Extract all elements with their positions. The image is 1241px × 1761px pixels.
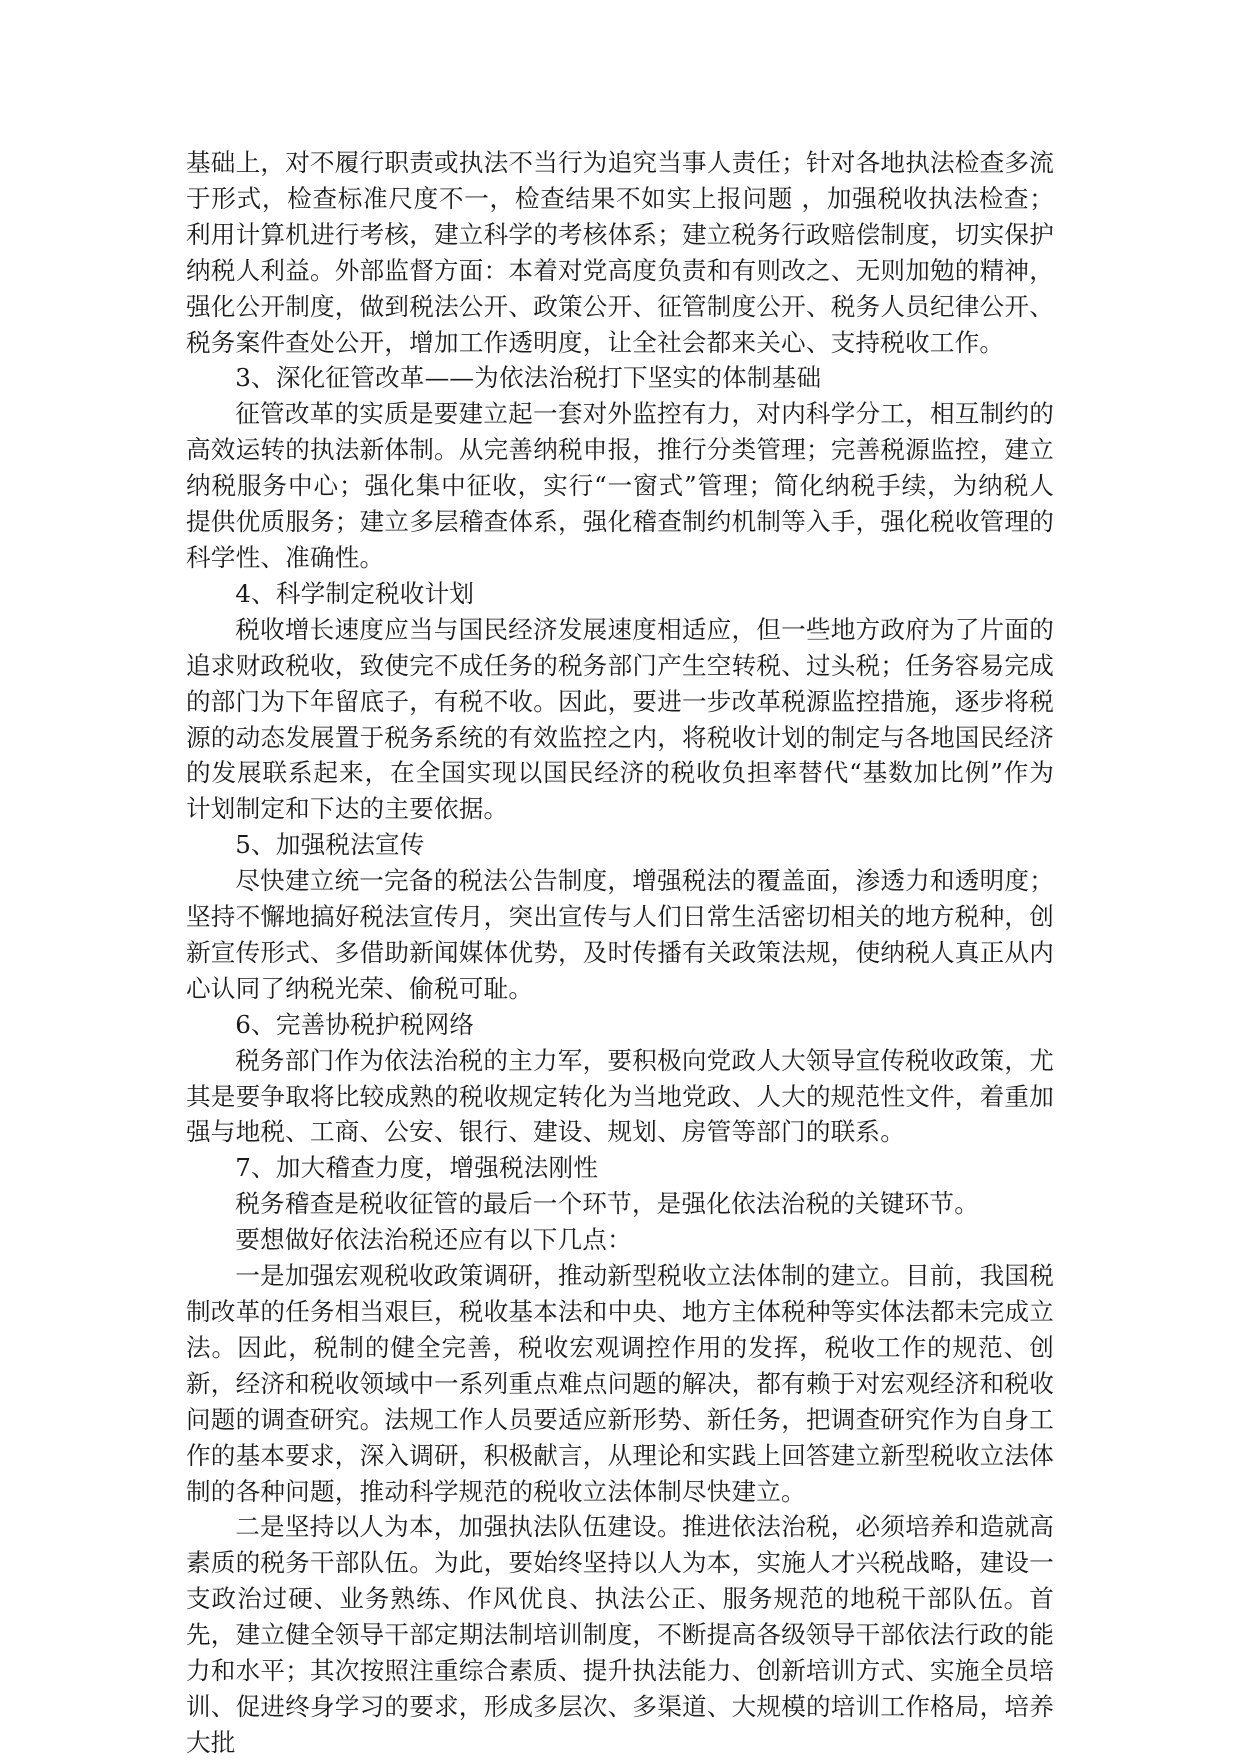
heading-5: 5、加强税法宣传	[235, 830, 425, 860]
paragraph-reform: 征管改革的实质是要建立起一套对外监控有力，对内科学分工，相互制约的高效运转的执法新体制。从完善纳税申报，推行分类管理；完善税源监控，建立纳税服务中心；强化集中征收，实行“一窗式”管理；简化纳税手续，为纳税人提供优质服务；建立多层稽查体系，强化稽查制约机制等入手，强化税收管理的科学性、准确性。	[186, 399, 1054, 572]
heading-7: 7、加大稽查力度，增强税法刚性	[235, 1153, 599, 1183]
paragraph-network: 税务部门作为依法治税的主力军，要积极向党政人大领导宣传税收政策，尤其是要争取将比较成熟的税收规定转化为当地党政、人大的规范性文件，着重加强与地税、工商、公安、银行、建设、规划、房管等部门的联系。	[186, 1045, 1054, 1147]
paragraph-point-1: 一是加强宏观税收政策调研，推动新型税收立法体制的建立。目前，我国税制改革的任务相当艰巨，税收基本法和中央、地方主体税种等实体法都未完成立法。因此，税制的健全完善，税收宏观调控作用的发挥，税收工作的规范、创新，经济和税收领域中一系列重点难点问题的解决，都有赖于对宏观经济和税收问题的调查研究。法规工作人员要适应新形势、新任务，把调查研究作为自身工作的基本要求，深入调研，积极献言，从理论和实践上回答建立新型税收立法体制的各种问题，推动科学规范的税收立法体制尽快建立。	[186, 1261, 1054, 1506]
paragraph-inspection: 税务稽查是税收征管的最后一个环节，是强化依法治税的关键环节。	[235, 1189, 980, 1219]
paragraph-publicity: 尽快建立统一完备的税法公告制度，增强税法的覆盖面，渗透力和透明度；坚持不懈地搞好税法宣传月，突出宣传与人们日常生活密切相关的地方税种，创新宣传形式、多借助新闻媒体优势，及时传播有关政策法规，使纳税人真正从内心认同了纳税光荣、偷税可耻。	[186, 866, 1054, 1003]
heading-3: 3、深化征管改革——为依法治税打下坚实的体制基础	[235, 363, 822, 393]
paragraph-point-2: 二是坚持以人为本，加强执法队伍建设。推进依法治税，必须培养和造就高素质的税务干部队伍。为此，要始终坚持以人为本，实施人才兴税战略，建设一支政治过硬、业务熟练、作风优良、执法公正、服务规范的地税干部队伍。首先，建立健全领导干部定期法制培训制度，不断提高各级领导干部依法行政的能力和水平；其次按照注重综合素质、提升执法能力、创新培训方式、实施全员培训、促进终身学习的要求，形成多层次、多渠道、大规模的培训工作格局，培养大批	[186, 1512, 1054, 1757]
paragraph-supervision: 基础上，对不履行职责或执法不当行为追究当事人责任；针对各地执法检查多流于形式，检查标准尺度不一，检查结果不如实上报问题 ，加强税收执法检查；利用计算机进行考核，建立科学的考核体系；建立税务行政赔偿制度，切实保护纳税人利益。外部监督方面：本着对党高度负责和有则改之、无则加勉的精神，强化公开制度，做到税法公开、政策公开、征管制度公开、税务人员纪律公开、税务案件查处公开，增加工作透明度，让全社会都来关心、支持税收工作。	[186, 148, 1054, 357]
heading-6: 6、完善协税护税网络	[235, 1009, 475, 1039]
paragraph-plan: 税收增长速度应当与国民经济发展速度相适应，但一些地方政府为了片面的追求财政税收，致使完不成任务的税务部门产生空转税、过头税；任务容易完成的部门为下年留底子，有税不收。因此，要进一步改革税源监控措施，逐步将税源的动态发展置于税务系统的有效监控之内，将税收计划的制定与各地国民经济的发展联系起来，在全国实现以国民经济的税收负担率替代“基数加比例”作为计划制定和下达的主要依据。	[186, 614, 1054, 824]
heading-4: 4、科学制定税收计划	[235, 578, 475, 608]
paragraph-points-intro: 要想做好依法治税还应有以下几点：	[235, 1225, 632, 1255]
document-page	[186, 145, 1054, 1761]
